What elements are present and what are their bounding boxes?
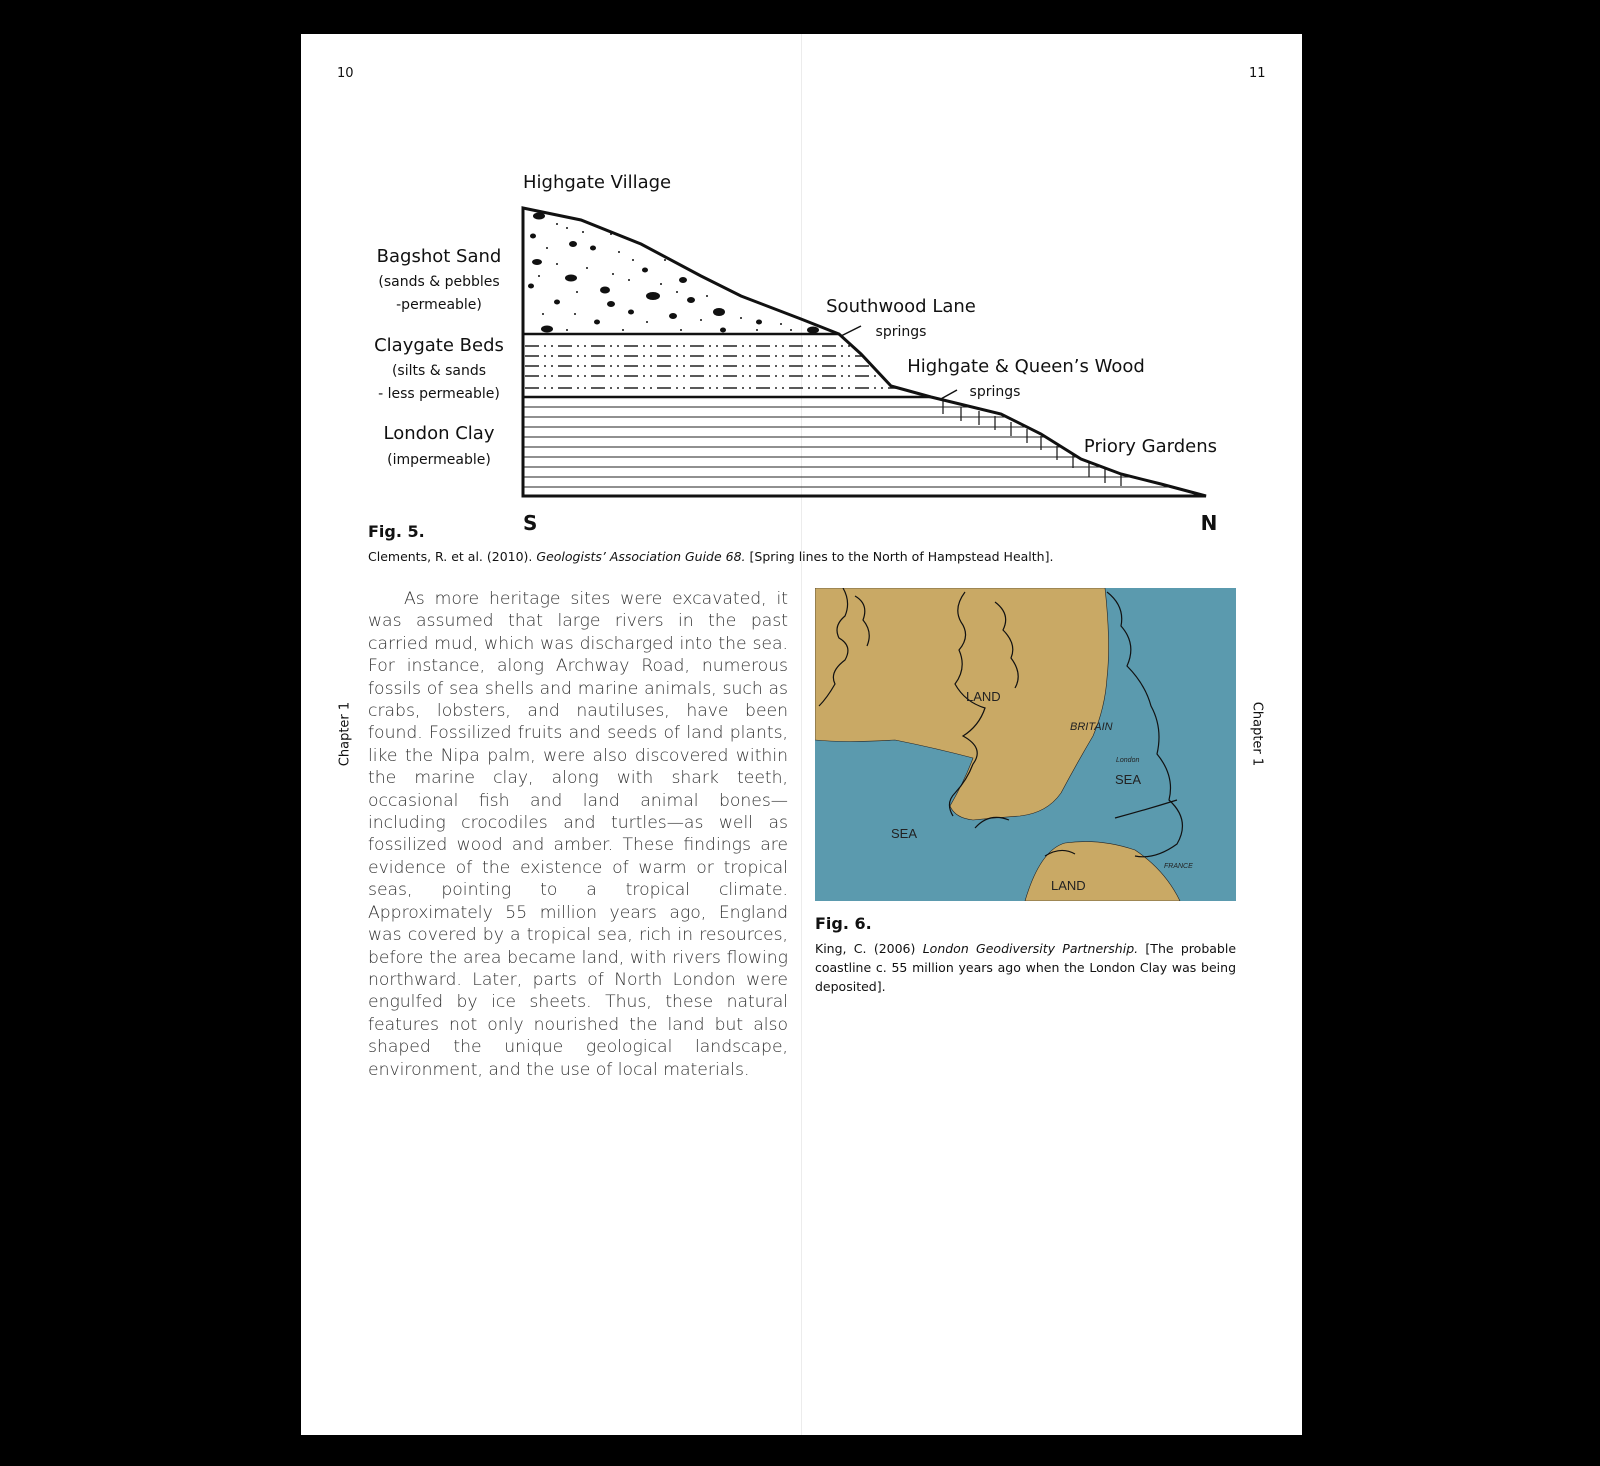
map-label-land-top: LAND xyxy=(966,689,1001,704)
chapter-label-right: Chapter 1 xyxy=(1249,701,1265,767)
fig5-caption-title: Fig. 5. xyxy=(368,522,425,541)
label-london-clay-note: (impermeable) xyxy=(387,452,491,468)
label-southwood-lane: Southwood Lane xyxy=(826,296,976,317)
label-north: N xyxy=(1200,511,1218,535)
label-claygate-beds: Claygate Beds xyxy=(374,335,504,356)
label-highgate-queens-wood: Highgate & Queen’s Wood xyxy=(907,356,1145,377)
label-south: S xyxy=(523,511,538,535)
page-number-right: 11 xyxy=(1249,66,1266,81)
fig6-caption-title: Fig. 6. xyxy=(815,914,872,933)
figure-6-map xyxy=(815,588,1236,901)
map-label-sea-left: SEA xyxy=(891,826,918,841)
label-highgate-village: Highgate Village xyxy=(523,172,672,193)
figure-5-cross-section xyxy=(361,124,1241,544)
map-label-britain: BRITAIN xyxy=(1070,721,1113,733)
label-bagshot-sand: Bagshot Sand xyxy=(376,246,502,267)
figure-5-caption xyxy=(368,522,1248,566)
page-number-left: 10 xyxy=(337,66,354,81)
bagshot-sand-layer xyxy=(528,213,819,334)
body-text xyxy=(368,588,788,1081)
book-spread xyxy=(301,34,1302,1435)
figure-6-caption xyxy=(815,914,1236,996)
cross-section-diagram xyxy=(361,124,1241,544)
fig6-caption-source: King, C. (2006) London Geodiversity Partnership. [The probable coastline c. 55 million years ago when the London Clay was being deposited]. xyxy=(815,941,1237,994)
label-priory-gardens: Priory Gardens xyxy=(1083,436,1217,457)
fig5-caption-source: Clements, R. et al. (2010). Geologists’ Association Guide 68. [Spring lines to the North of Hampstead Health]. xyxy=(368,549,1054,564)
map-label-land-bottom: LAND xyxy=(1051,878,1086,893)
label-bagshot-note-1: (sands & pebbles xyxy=(378,274,500,290)
label-springs-1: springs xyxy=(875,324,927,340)
chapter-label-left: Chapter 1 xyxy=(337,701,353,767)
coastline-map xyxy=(815,588,1236,901)
label-claygate-note-2: - less permeable) xyxy=(378,386,500,402)
claygate-beds-layer xyxy=(525,346,921,388)
label-springs-2: springs xyxy=(969,384,1021,400)
map-label-sea-right: SEA xyxy=(1115,772,1142,787)
section-labels xyxy=(374,172,1217,535)
body-paragraph: As more heritage sites were excavated, it was assumed that large rivers in the past carried mud, which was discharged into the sea. For instance, along Archway Road, numerous fossils of sea shells and marine animals, such as crabs, lobsters, and nautiluses, have been found. Fossilized fruits and seeds of land plants, like the Nipa palm, were also discovered within the marine clay, along with shark teeth, occasional fish and land animal bones—including crocodiles and turtles—as well as fossilized wood and amber. These findings are evidence of the existence of warm or tropical seas, pointing to a tropical climate. Approximately 55 million years ago, England was covered by a tropical sea, rich in resources, before the area became land, with rivers flowing northward. Later, parts of North London were engulfed by ice sheets. Thus, these natural features not only nourished the land but also shaped the unique geological landscape, environment, and the use of local materials. xyxy=(368,589,788,1080)
label-bagshot-note-2: -permeable) xyxy=(396,297,482,313)
map-label-london: London xyxy=(1116,757,1140,764)
map-label-france: FRANCE xyxy=(1164,863,1193,870)
label-claygate-note-1: (silts & sands xyxy=(391,363,487,379)
label-london-clay: London Clay xyxy=(383,423,495,444)
